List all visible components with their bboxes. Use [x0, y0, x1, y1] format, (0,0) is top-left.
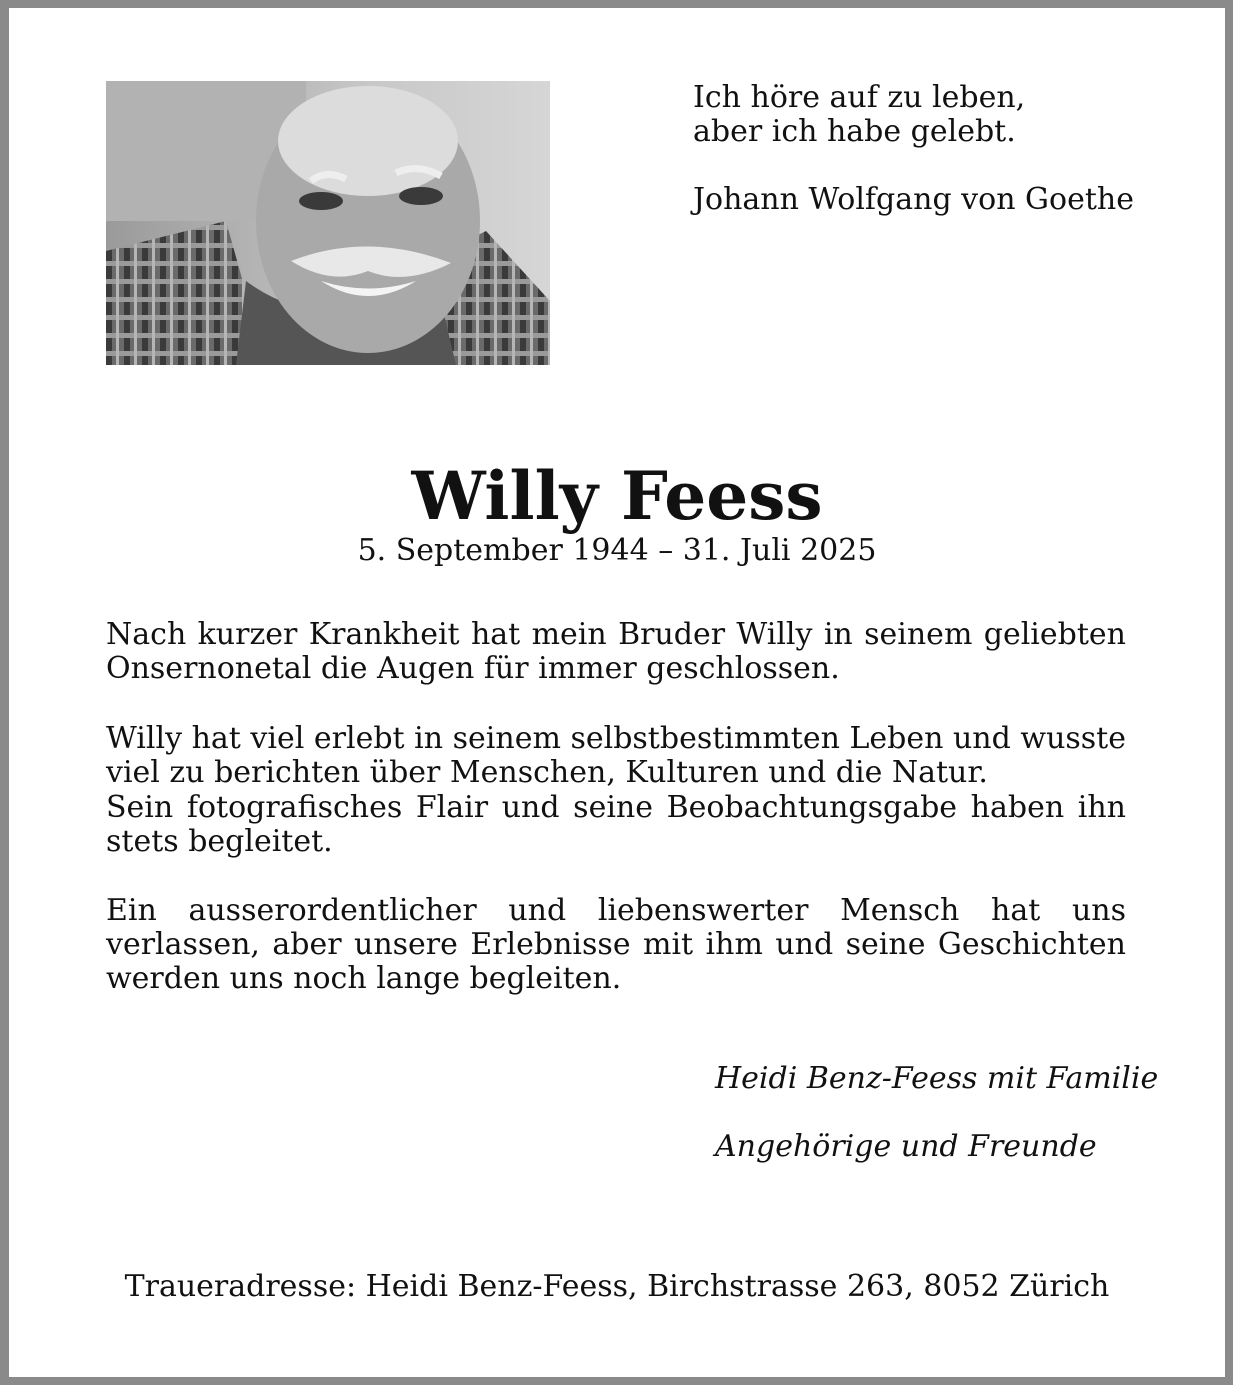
- signature-line-2: Angehörige und Freunde: [715, 1129, 1097, 1164]
- paragraph-2: Willy hat viel erlebt in seinem selbstbestimmten Leben und wusste viel zu berichten über Menschen, Kulturen und die Natur.: [106, 721, 1126, 790]
- paragraph-1: Nach kurzer Krankheit hat mein Bruder Willy in seinem geliebten Onsernonetal die Augen für immer geschlossen.: [106, 617, 1126, 686]
- life-dates: 5. September 1944 – 31. Juli 2025: [357, 533, 877, 568]
- mourning-address: Traueradresse: Heidi Benz-Feess, Birchstrasse 263, 8052 Zürich: [124, 1269, 1110, 1304]
- deceased-name: Willy Feess: [411, 457, 823, 535]
- paragraph-3: Sein fotografisches Flair und seine Beobachtungsgabe haben ihn stets begleitet.: [106, 790, 1126, 859]
- quote-line-2: aber ich habe gelebt.: [693, 114, 1016, 149]
- paragraph-4: Ein ausserordentlicher und liebenswerter Mensch hat uns verlassen, aber unsere Erlebnisse mit ihm und seine Geschichten werden uns noch lange begleiten.: [106, 893, 1126, 996]
- quote-author: Johann Wolfgang von Goethe: [693, 182, 1134, 217]
- portrait-photo-icon: [106, 81, 550, 365]
- quote-block: [693, 81, 1134, 217]
- obituary-page: [9, 8, 1225, 1377]
- signature-line-1: Heidi Benz-Feess mit Familie: [715, 1061, 1159, 1096]
- quote-line-1: Ich höre auf zu leben,: [693, 80, 1026, 115]
- portrait-photo: [106, 81, 550, 365]
